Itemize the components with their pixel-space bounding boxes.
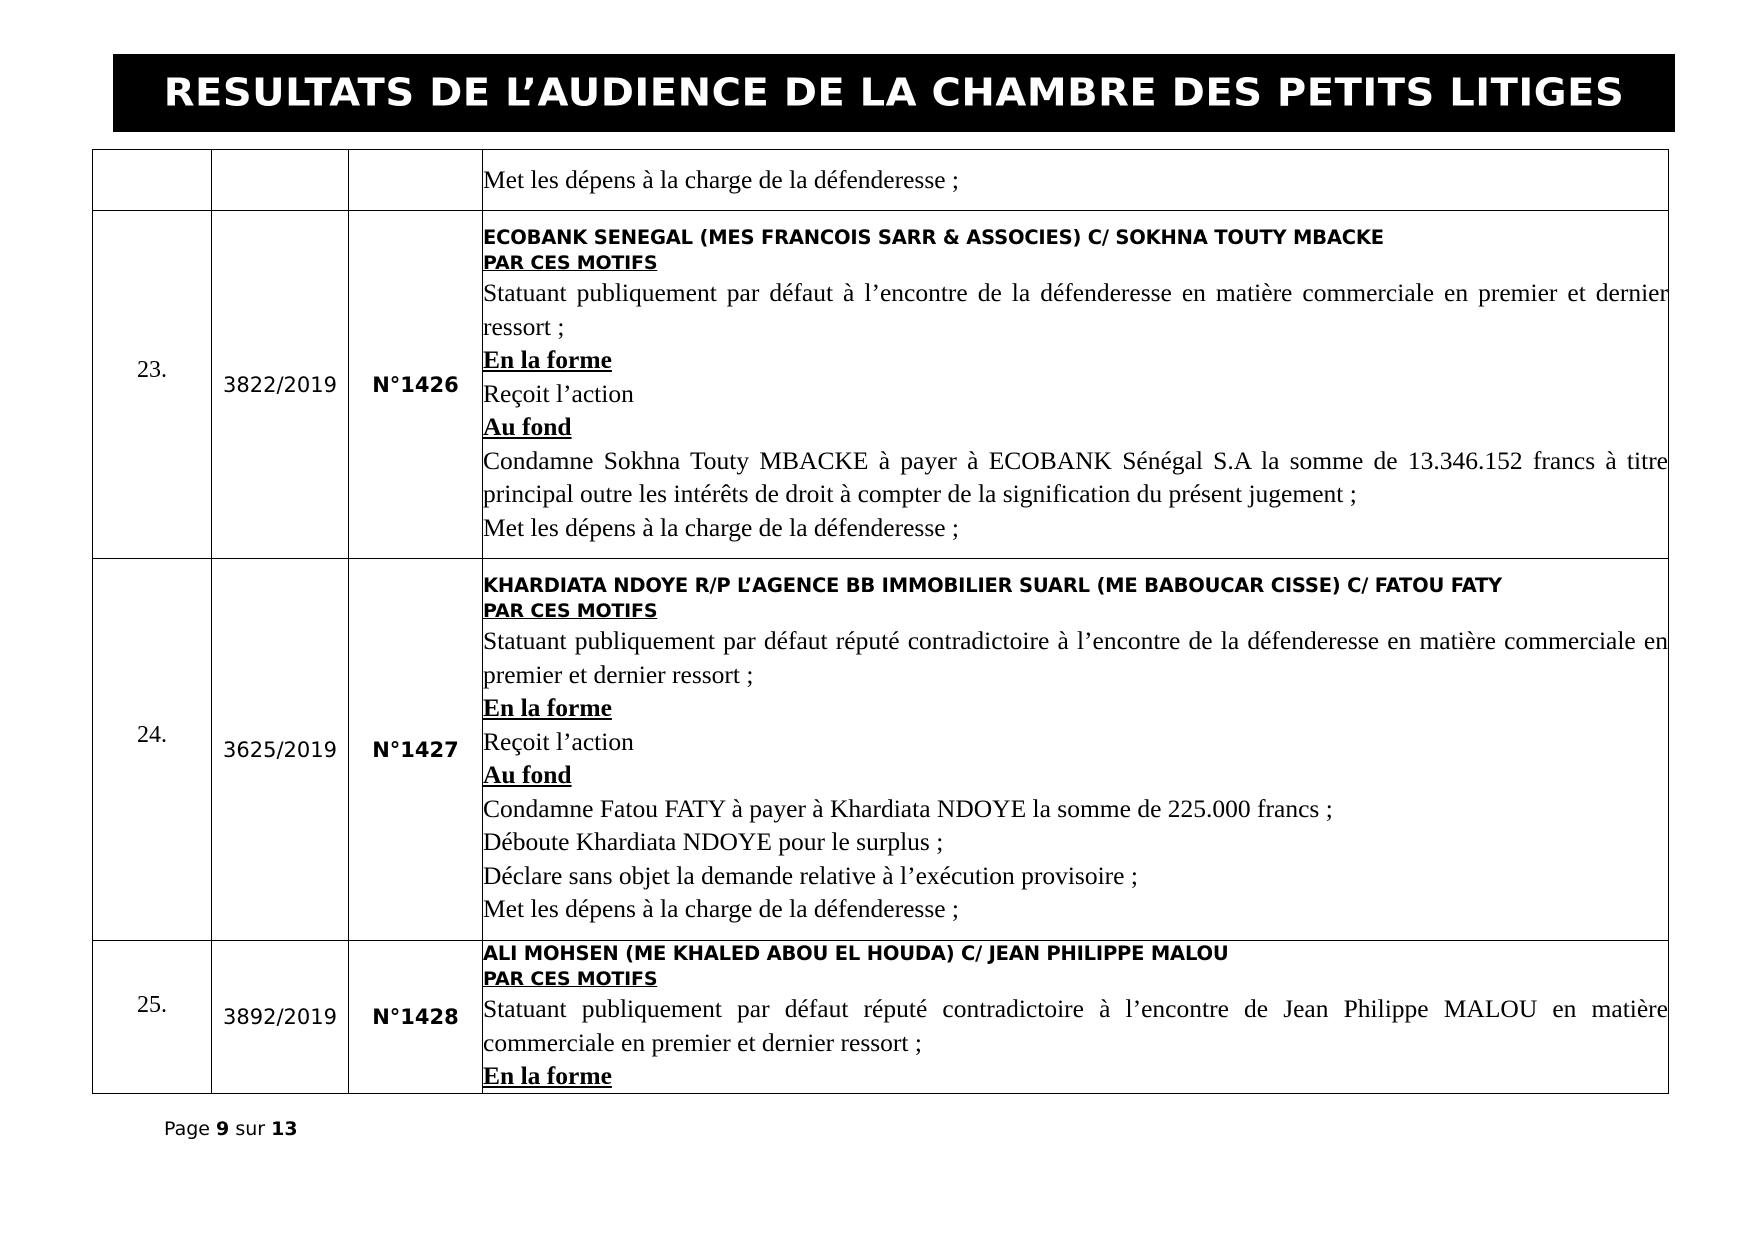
form-heading: En la forme xyxy=(483,693,612,723)
merits-heading: Au fond xyxy=(483,760,572,790)
cell-judgment: N°1428 xyxy=(349,941,483,1094)
cell-role: 3625/2019 xyxy=(212,559,349,941)
decision-line: Met les dépens à la charge de la défenderesse ; xyxy=(483,894,960,924)
decision-line: Reçoit l’action xyxy=(483,378,634,408)
cell-number xyxy=(93,559,212,941)
cell-role: 3892/2019 xyxy=(212,941,349,1094)
decision-line: Reçoit l’action xyxy=(483,726,634,756)
table-row xyxy=(93,559,1669,941)
cell-number xyxy=(93,941,212,1094)
merits-heading: Au fond xyxy=(483,412,572,441)
cell-judgment xyxy=(349,150,483,211)
cell-number xyxy=(93,150,212,211)
cell-decision xyxy=(483,559,1669,941)
cell-role xyxy=(212,150,349,211)
table-row xyxy=(93,211,1669,559)
decision-line: Statuant publiquement par défaut réputé contradictoire à l’encontre de Jean Philippe MALOU en matière commerciale en premier et dernier ressort ; xyxy=(483,994,1668,1057)
decision-line: Condamne Fatou FATY à payer à Khardiata NDOYE la somme de 225.000 francs ; xyxy=(483,793,1333,823)
cell-number xyxy=(93,211,212,559)
cell-decision xyxy=(483,211,1669,559)
table-row xyxy=(93,150,1669,211)
decision-line: Met les dépens à la charge de la défenderesse ; xyxy=(483,512,960,542)
case-parties: KHARDIATA NDOYE R/P L’AGENCE BB IMMOBILIER SUARL (ME BABOUCAR CISSE) C/ FATOU FATY xyxy=(483,574,1502,598)
decision-line: Condamne Sokhna Touty MBACKE à payer à ECOBANK Sénégal S.A la somme de 13.346.152 francs à titre principal outre les intérêts de droit à compter de la signification du présent jugement ; xyxy=(483,445,1668,508)
motifs-heading: PAR CES MOTIFS xyxy=(483,252,658,274)
page-total: 13 xyxy=(271,1118,298,1140)
page-title: RESULTATS DE L’AUDIENCE DE LA CHAMBRE DES PETITS LITIGES xyxy=(163,71,1625,115)
case-parties: ECOBANK SENEGAL (MES FRANCOIS SARR & ASSOCIES) C/ SOKHNA TOUTY MBACKE xyxy=(483,226,1384,249)
decision-line: Statuant publiquement par défaut à l’encontre de la défenderesse en matière commerciale en premier et dernier ressort ; xyxy=(483,278,1668,341)
decision-line: Met les dépens à la charge de la défenderesse ; xyxy=(483,165,960,195)
row-number: 23. xyxy=(137,357,167,383)
form-heading: En la forme xyxy=(483,345,612,374)
results-table xyxy=(92,149,1669,1094)
cell-judgment: N°1426 xyxy=(349,211,483,559)
motifs-heading: PAR CES MOTIFS xyxy=(483,600,658,623)
decision-line: Déclare sans objet la demande relative à l’exécution provisoire ; xyxy=(483,860,1138,890)
header-banner xyxy=(113,54,1675,132)
page-separator: sur xyxy=(235,1118,266,1140)
page-number: 9 xyxy=(216,1118,230,1140)
motifs-heading: PAR CES MOTIFS xyxy=(483,968,658,990)
row-number: 24. xyxy=(137,722,167,748)
table-row xyxy=(93,941,1669,1094)
decision-line: Statuant publiquement par défaut réputé contradictoire à l’encontre de la défenderesse en matière commerciale en premier et dernier ressort ; xyxy=(483,626,1668,689)
row-number: 25. xyxy=(137,992,167,1019)
cell-decision xyxy=(483,941,1669,1094)
page-footer xyxy=(164,1118,298,1140)
page-label: Page xyxy=(164,1118,210,1140)
decision-line: Déboute Khardiata NDOYE pour le surplus ; xyxy=(483,827,944,857)
cell-decision xyxy=(483,150,1669,211)
cell-role: 3822/2019 xyxy=(212,211,349,559)
case-parties: ALI MOHSEN (ME KHALED ABOU EL HOUDA) C/ JEAN PHILIPPE MALOU xyxy=(483,942,1229,965)
form-heading: En la forme xyxy=(483,1061,612,1090)
cell-judgment: N°1427 xyxy=(349,559,483,941)
